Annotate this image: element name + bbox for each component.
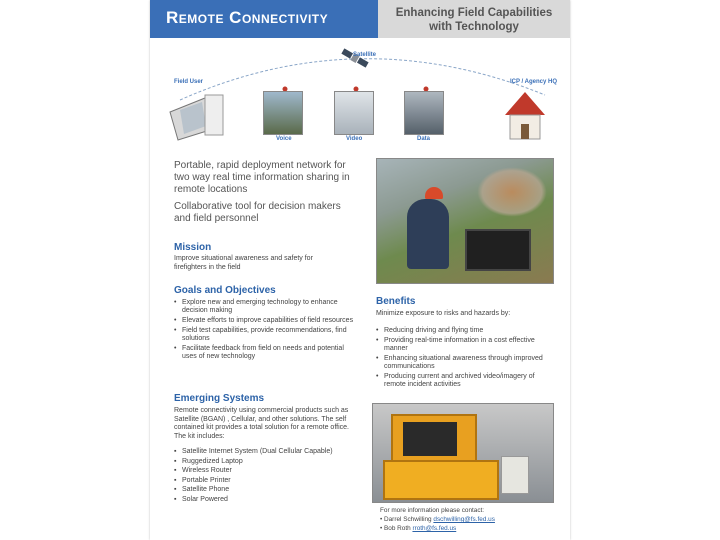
contact-row-1: • Darrel Schwilling dschwilling@fs.fed.us — [380, 516, 495, 523]
worker-figure — [407, 199, 449, 269]
contact-heading: For more information please contact: — [380, 507, 485, 514]
benefits-heading: Benefits — [376, 296, 416, 307]
kit-item: ▪ Wireless Router — [174, 467, 350, 475]
smoke-plume — [477, 167, 547, 217]
goals-heading: Goals and Objectives — [174, 285, 276, 296]
benefit-item: • Reducing driving and flying time — [376, 327, 558, 335]
contact-name-1: Darrel Schwilling — [384, 516, 432, 523]
goal-item: • Elevate efforts to improve capabilities of field resources — [174, 317, 354, 325]
mission-line-1: Improve situational awareness and safety for — [174, 255, 313, 262]
contact-email-1[interactable]: dschwilling@fs.fed.us — [433, 516, 495, 523]
voice-label: Voice — [276, 136, 292, 142]
subtitle-line-1: Enhancing Field Capabilities — [395, 7, 553, 19]
flyer-title: Remote Connectivity — [166, 8, 329, 27]
mission-text — [174, 255, 364, 272]
contact-row-2: • Bob Roth rroth@fs.fed.us — [380, 525, 457, 532]
field-photo — [376, 158, 554, 284]
satellite-label: Satellite — [353, 52, 377, 58]
contact-block — [380, 506, 560, 533]
hq-label: ICP / Agency HQ — [510, 79, 558, 85]
benefits-list — [376, 327, 558, 391]
voice-photo — [263, 91, 303, 135]
mission-heading: Mission — [174, 242, 212, 253]
kit-item: ▪ Satellite Phone — [174, 486, 350, 494]
laptop-icon — [170, 95, 223, 140]
flyer-subtitle — [378, 6, 570, 34]
hardhat — [425, 187, 443, 199]
emerging-heading: Emerging Systems — [174, 393, 265, 404]
emerging-intro: Remote connectivity using commercial products such as Satellite (BGAN) , Cellular, and other solutions. The self contained kit provides a total solution for a remote office. The kit includes: — [174, 407, 349, 440]
emerging-list — [174, 448, 350, 506]
intro-line-5: and field personnel — [174, 213, 259, 224]
contact-name-2: Bob Roth — [384, 525, 411, 532]
benefit-item: • Providing real-time information in a cost effective manner — [376, 337, 558, 354]
kit-item: ▪ Solar Powered — [174, 496, 350, 504]
data-photo — [404, 91, 444, 135]
intro-text — [174, 160, 374, 225]
goals-list — [174, 299, 354, 363]
data-label: Data — [417, 136, 431, 142]
goal-item: • Field test capabilities, provide recommendations, find solutions — [174, 327, 354, 344]
video-photo — [334, 91, 374, 135]
kit-photo — [372, 403, 554, 503]
benefit-item: • Enhancing situational awareness through improved communications — [376, 355, 558, 372]
laptop-in-case — [403, 422, 457, 456]
subtitle-line-2: with Technology — [429, 21, 519, 33]
intro-line-1: Portable, rapid deployment network for — [174, 160, 346, 171]
intro-line-3: remote locations — [174, 184, 248, 195]
kit-item: ▪ Portable Printer — [174, 477, 350, 485]
mission-line-2: firefighters in the field — [174, 263, 241, 271]
contact-email-2[interactable]: rroth@fs.fed.us — [412, 525, 457, 532]
kit-item: ▪ Satellite Internet System (Dual Cellular Capable) — [174, 448, 350, 456]
satellite-icon — [341, 48, 369, 69]
house-icon — [505, 92, 545, 139]
case-body — [383, 460, 499, 500]
field-user-label: Field User — [174, 79, 204, 85]
intro-line-2: two way real time information sharing in — [174, 172, 350, 183]
benefits-intro: Minimize exposure to risks and hazards by: — [376, 310, 511, 317]
intro-line-4: Collaborative tool for decision makers — [174, 201, 341, 212]
kit-item: ▪ Ruggedized Laptop — [174, 458, 350, 466]
modem-unit — [501, 456, 529, 494]
goal-item: • Facilitate feedback from field on needs and potential uses of new technology — [174, 345, 354, 362]
goal-item: • Explore new and emerging technology to enhance decision making — [174, 299, 354, 316]
video-label: Video — [346, 136, 363, 142]
benefit-item: • Producing current and archived video/imagery of remote incident activities — [376, 373, 558, 390]
flyer-page — [150, 0, 570, 540]
equipment-case — [465, 229, 531, 271]
